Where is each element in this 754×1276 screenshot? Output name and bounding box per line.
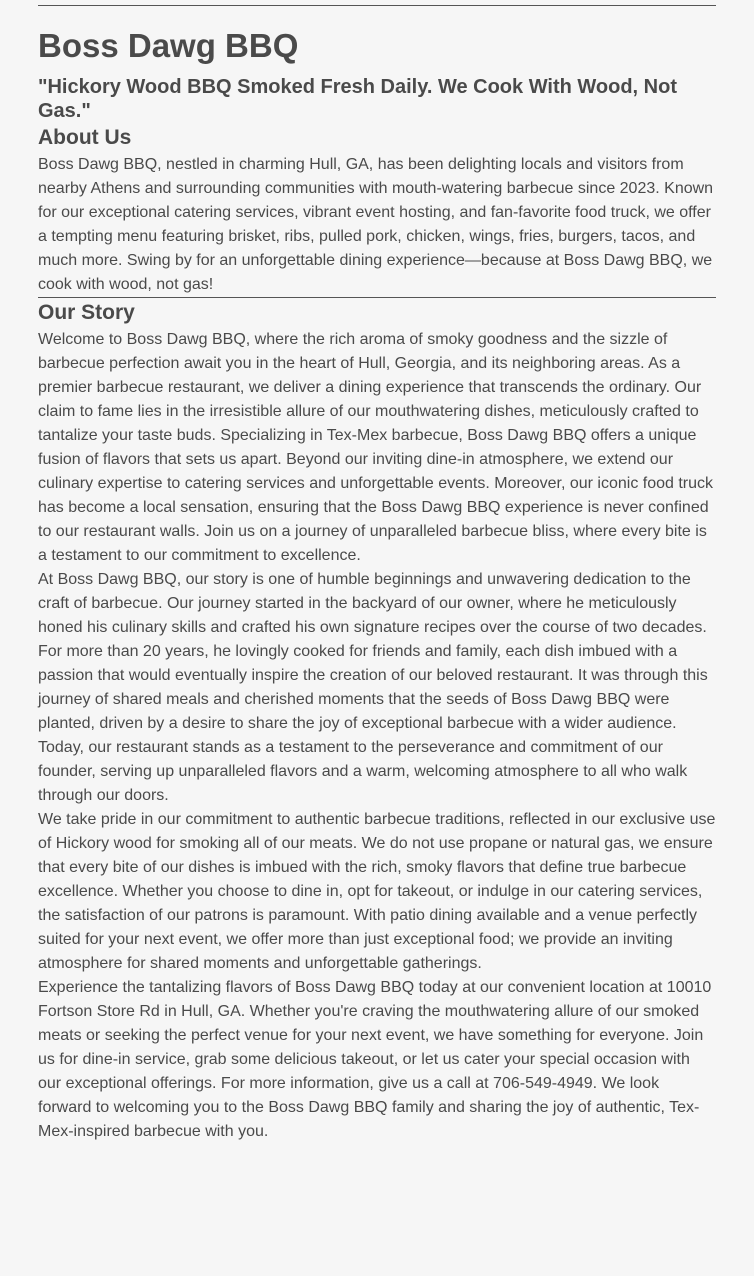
story-heading: Our Story — [38, 301, 135, 324]
about-section — [38, 123, 716, 297]
page-content — [38, 0, 716, 1144]
story-section — [38, 298, 716, 1144]
story-paragraph: Experience the tantalizing flavors of Boss Dawg BBQ today at our convenient location at 10010 Fortson Store Rd in Hull, GA. Whether you're craving the mouthwatering allure of our smoked meats or seeking the perfect venue for your next event, we have something for everyone. Join us for dine-in service, grab some delicious takeout, or let us cater your special occasion with our exceptional offerings. For more information, give us a call at 706-549-4949. We look forward to welcoming you to the Boss Dawg BBQ family and sharing the joy of authentic, Tex-Mex-inspired barbecue with you. — [38, 979, 712, 1140]
about-heading: About Us — [38, 126, 132, 149]
tagline: "Hickory Wood BBQ Smoked Fresh Daily. We Cook With Wood, Not Gas." — [38, 76, 677, 122]
about-text: Boss Dawg BBQ, nestled in charming Hull, GA, has been delighting locals and visitors from nearby Athens and surrounding communities with mouth-watering barbecue since 2023. Known for our exceptional catering services, vibrant event hosting, and fan-favorite food truck, we offer a tempting menu featuring brisket, ribs, pulled pork, chicken, wings, fries, burgers, tacos, and much more. Swing by for an unforgettable dining experience—because at Boss Dawg BBQ, we cook with wood, not gas! — [38, 156, 714, 293]
story-paragraph: At Boss Dawg BBQ, our story is one of humble beginnings and unwavering dedication to the craft of barbecue. Our journey started in the backyard of our owner, where he meticulously honed his culinary skills and crafted his own signature recipes over the course of two decades. For more than 20 years, he lovingly cooked for friends and family, each dish imbued with a passion that would eventually inspire the creation of our beloved restaurant. It was through this journey of shared meals and cherished moments that the seeds of Boss Dawg BBQ were planted, driven by a desire to share the joy of exceptional barbecue with a wider audience. Today, our restaurant stands as a testament to the perseverance and commitment of our founder, serving up unparalleled flavors and a warm, welcoming atmosphere to all who walk through our doors. — [38, 571, 708, 804]
site-title: Boss Dawg BBQ — [38, 27, 299, 64]
story-paragraph: Welcome to Boss Dawg BBQ, where the rich aroma of smoky goodness and the sizzle of barbecue perfection await you in the heart of Hull, Georgia, and its neighboring areas. As a premier barbecue restaurant, we deliver a dining experience that transcends the ordinary. Our claim to fame lies in the irresistible allure of our mouthwatering dishes, meticulously crafted to tantalize your taste buds. Specializing in Tex-Mex barbecue, Boss Dawg BBQ offers a unique fusion of flavors that sets us apart. Beyond our inviting dine-in atmosphere, we extend our culinary expertise to catering services and unforgettable events. Moreover, our iconic food truck has become a local sensation, ensuring that the Boss Dawg BBQ experience is never confined to our restaurant walls. Join us on a journey of unparalleled barbecue bliss, where every bite is a testament to our commitment to excellence. — [38, 331, 714, 564]
story-paragraph: We take pride in our commitment to authentic barbecue traditions, reflected in our exclusive use of Hickory wood for smoking all of our meats. We do not use propane or natural gas, we ensure that every bite of our dishes is imbued with the rich, smoky flavors that define true barbecue excellence. Whether you choose to dine in, opt for takeout, or indulge in our catering services, the satisfaction of our patrons is paramount. With patio dining available and a venue perfectly suited for your next event, we offer more than just exceptional food; we provide an inviting atmosphere for shared moments and unforgettable gatherings. — [38, 811, 716, 972]
top-divider — [38, 5, 716, 6]
